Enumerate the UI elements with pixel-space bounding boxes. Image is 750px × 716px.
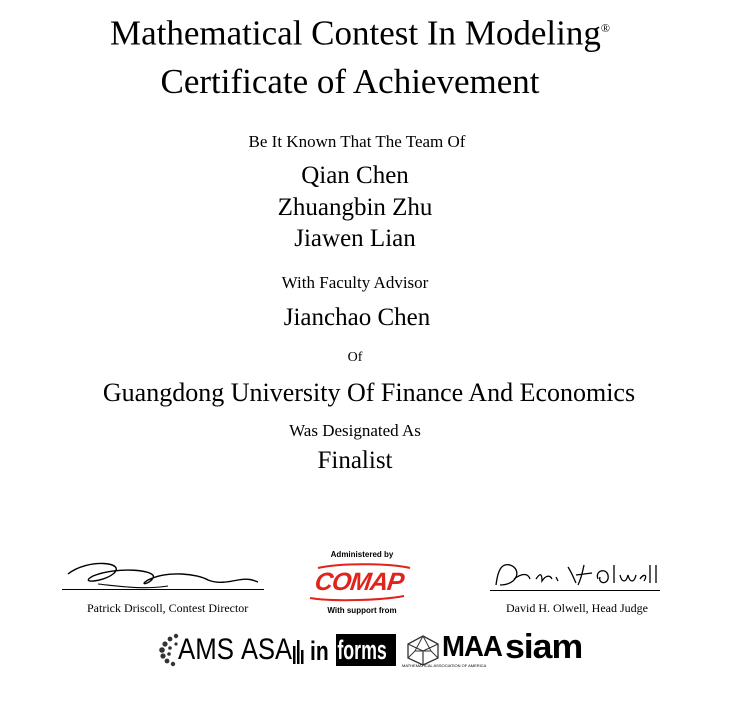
asa-logo: ASA bbox=[241, 633, 293, 666]
contest-title-text: Mathematical Contest In Modeling bbox=[110, 13, 601, 53]
informs-logo-part1: in bbox=[310, 636, 329, 666]
administered-by-label: Administered by bbox=[330, 550, 394, 559]
maa-logo-subtitle: MATHEMATICAL ASSOCIATION OF AMERICA bbox=[402, 663, 487, 668]
left-signature-caption: Patrick Driscoll, Contest Director bbox=[87, 601, 249, 615]
registered-mark: ® bbox=[600, 21, 610, 35]
right-signature-caption: David H. Olwell, Head Judge bbox=[506, 601, 648, 615]
ams-logo: AMS bbox=[178, 633, 234, 666]
sponsor-logos bbox=[150, 628, 590, 672]
ams-logo-mark bbox=[156, 632, 180, 668]
left-signature-line bbox=[62, 589, 264, 590]
institution-name: Guangdong University Of Finance And Economics bbox=[102, 378, 636, 407]
maa-logo-mark bbox=[405, 634, 441, 666]
team-member-2: Zhuangbin Zhu bbox=[277, 194, 433, 221]
intro-text: Be It Known That The Team Of bbox=[248, 132, 466, 151]
right-signature-line bbox=[490, 590, 660, 591]
certificate-title: Certificate of Achievement bbox=[160, 62, 540, 101]
team-member-1: Qian Chen bbox=[301, 162, 409, 189]
team-member-3: Jiawen Lian bbox=[294, 225, 416, 252]
of-label: Of bbox=[347, 350, 363, 365]
comap-brand: COMAP bbox=[313, 568, 406, 596]
siam-logo: siam bbox=[505, 628, 583, 666]
comap-logo bbox=[304, 562, 414, 602]
asa-bars-icon bbox=[292, 638, 304, 664]
advisor-intro: With Faculty Advisor bbox=[281, 273, 429, 292]
contest-title bbox=[0, 8, 735, 54]
informs-logo-part2-text: forms bbox=[337, 635, 387, 665]
informs-logo-part2 bbox=[336, 634, 396, 666]
support-label: With support from bbox=[327, 606, 397, 615]
left-signature bbox=[58, 556, 268, 596]
designation: Finalist bbox=[317, 447, 393, 474]
advisor-name: Jianchao Chen bbox=[283, 304, 431, 331]
maa-logo: MAA bbox=[442, 631, 502, 663]
right-signature bbox=[488, 555, 663, 595]
designation-intro: Was Designated As bbox=[289, 421, 421, 440]
